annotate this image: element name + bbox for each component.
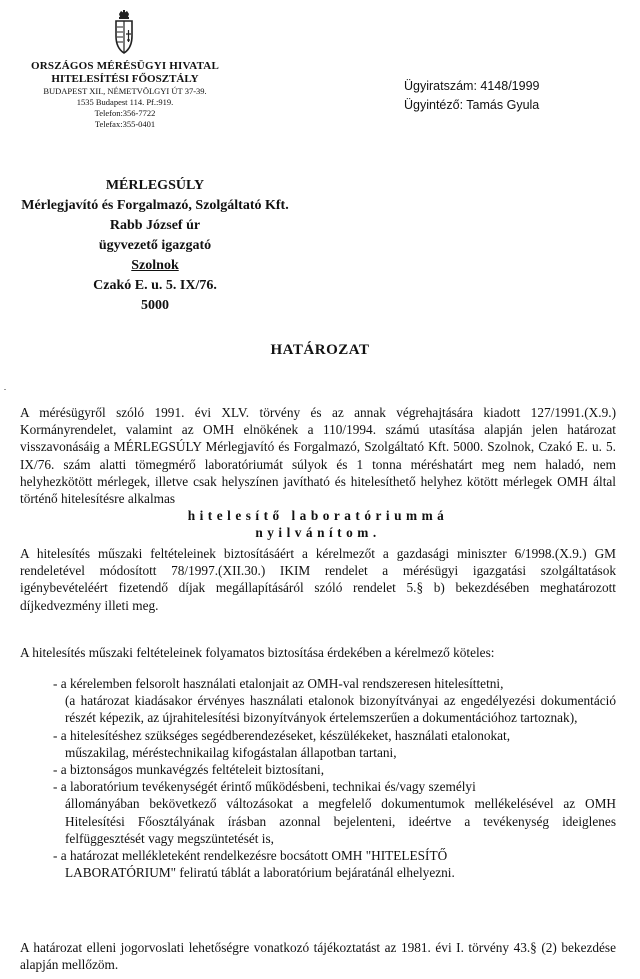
letterhead [10,60,240,130]
margin-mark [4,389,6,390]
org-name: ORSZÁGOS MÉRÉSÜGYI HIVATAL [31,60,219,72]
reference-block [404,77,540,115]
paragraph-decision [20,404,616,542]
paragraph-obligations-intro: A hitelesítés műszaki feltételeinek folyamatos biztosítása érdekében a kérelmező köteles: [20,645,495,660]
case-handler: Ügyintéző: Tamás Gyula [404,98,540,112]
address-postal: 1535 Budapest 114. Pf.:919. [76,97,174,107]
paragraph-discount: A hitelesítés műszaki feltételeinek biztosításáért a kérelmezőt a gazdasági miniszter 6/1998.(X.9.) GM rendeletével módosított 78/1997.(XII.30.) IKIM rendelet a mérésügyi igazgatási szolgáltatások igénybevételéért fizetendő díjak megállapításáról szóló rendelet 5.§ b) bekezdésében meghatározott díjkedvezmény illeti meg. [20,546,616,613]
recipient-city: Szolnok [131,258,179,273]
recipient-address [0,176,310,316]
address-street: BUDAPEST XII., NÉMETVÖLGYI ÚT 37-39. [43,86,207,96]
case-number: Ügyiratszám: 4148/1999 [404,79,540,93]
list-item: - a kérelemben felsorolt használati etalonjait az OMH-val rendszeresen hitelesíttetni, (a határozat kiadásakor érvényes használati etalonok bizonyítványai az engedélyezési dokumentáció részét képezik, az újrahitelesítési bizonyítványok értelemszerűen a dokumentációhoz tartoznak), [53,676,616,726]
list-item: - a laboratórium tevékenységét érintő működésbeni, technikai és/vagy személyi állományában bekövetkező változásokat a megfelelő dokumentumok mellékelésével az OMH Hitelesítési Főosztályának írásban azonnal bejelenteni, ideértve a tevékenység ideiglenes felfüggesztését vagy megszüntetését is, [53,779,616,846]
recipient-street: Czakó E. u. 5. IX/76. [93,278,217,293]
list-item: - a hitelesítéshez szükséges segédberendezéseket, készülékeket, használati etalonokat, műszakilag, méréstechnikailag kifogástalan állapotban tartani, [53,727,511,760]
decision-text: A mérésügyről szóló 1991. évi XLV. törvény és az annak végrehajtására kiadott 127/1991.(X.9.) Kormányrendelet, valamint az OMH elnökének a 110/1994. számú utasítása alapján jelen határozat visszavonásáig a MÉRLEGSÚLY Mérlegjavító és Forgalmazó, Szolgáltató Kft. 5000. Szolnok, Czakó E. u. 5. IX/76. szám alatti tömegmérő laboratóriumát súlyok és 1 tonna méréshatárt meg nem haladó, nem helyhezkötött mérlegek, illetve csak helyszínen javítható és hitelesíthető helyhez kötött mérlegek OMH által történő hitelesítésre alkalmas [20,405,616,507]
decision-emphasis-1: hitelesítő laboratóriummá [187,508,449,524]
recipient-role: ügyvezető igazgató [98,238,212,253]
list-item: - a határozat mellékleteként rendelkezésre bocsátott OMH "HITELESÍTŐ LABORATÓRIUM" feliratú táblát a laboratórium bejáratánál elhelyezni. [53,848,455,881]
recipient-brand: MÉRLEGSÚLY [105,178,205,193]
phone: Telefon:356-7722 [94,108,156,118]
decision-emphasis-2: nyilvánítom. [255,525,381,541]
recipient-person: Rabb József úr [109,218,201,233]
recipient-company: Mérlegjavító és Forgalmazó, Szolgáltató Kft. [21,198,289,213]
department: HITELESÍTÉSI FŐOSZTÁLY [51,73,199,85]
obligations-list [53,675,616,881]
document-title: HATÁROZAT [270,342,370,358]
recipient-zip: 5000 [141,298,169,313]
paragraph-remedy: A határozat elleni jogorvoslati lehetőségre vonatkozó tájékoztatást az 1981. évi I. törvény 43.§ (2) bekezdése alapján mellőzöm. [20,940,616,973]
fax: Telefax:355-0401 [94,119,156,129]
coat-of-arms-icon [113,10,135,56]
list-item: - a biztonságos munkavégzés feltételeit biztosítani, [53,762,325,778]
